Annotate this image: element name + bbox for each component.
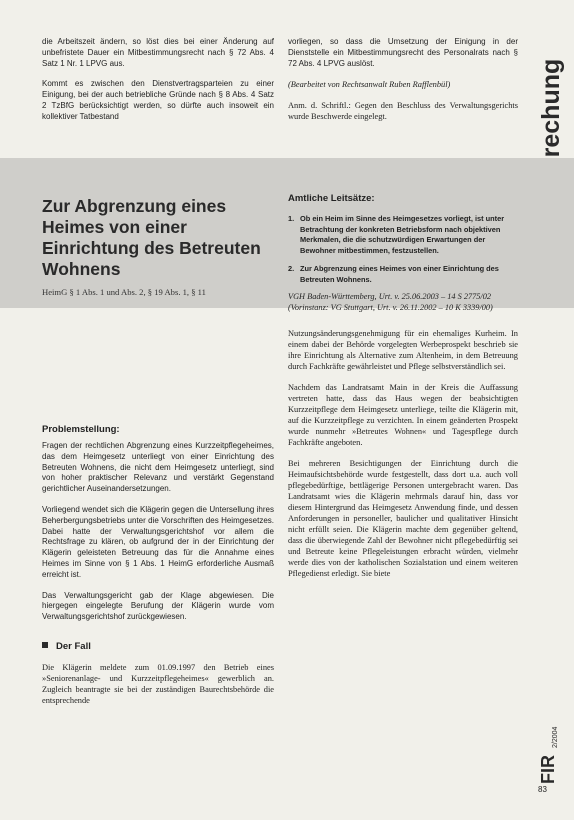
problem-heading: Problemstellung:	[42, 424, 120, 435]
leitsaetze-heading: Amtliche Leitsätze:	[288, 193, 375, 204]
court-decision: VGH Baden-Württemberg, Urt. v. 25.06.2003 – 14 S 2775/02 (Vorinstanz: VG Stuttgart, Urt. v. 26.11.2002 – 10 K 3339/00)	[288, 292, 493, 312]
article-title: Zur Abgrenzung eines Heimes von einer Einrichtung des Betreuten Wohnens	[42, 196, 261, 279]
fall-paragraph: Die Klägerin meldete zum 01.09.1997 den Betrieb eines »Seniorenanlage- und Kurzzeitpflegeheimes« gewerblich an. Zugleich beantragte sie bei der zuständigen Baurechtsbehörde die entsprechende	[42, 662, 274, 705]
top-left-paragraph: die Arbeitszeit ändern, so löst dies bei einer Änderung auf unbefristete Dauer ein Mitbestimmungsrecht nach § 72 Abs. 4 Satz 1 Nr. 1 LPVG aus.	[42, 37, 274, 68]
body-paragraph: Nachdem das Landratsamt Main in der Kreis die Auffassung vertreten hatte, dass das Haus wegen der beabsichtigten Kurzzeitpflege dem Heimgesetz unterliege, teilte die Klägerin mit, auf die Kurzzeitpflege zu verzichten. In einem geänderten Prospekt wurde nunmehr »Betreutes Wohnen« und Tagespflege durch Fachkräfte angeboten.	[288, 383, 518, 447]
fall-heading	[42, 641, 274, 652]
problem-paragraph: Fragen der rechtlichen Abgrenzung eines Kurzzeitpflegeheimes, das dem Heimgesetz unterliegt von einer Einrichtung des Betreuten Wohnens, die nicht dem Heimgesetz unterliegt, sind von hoher praktischer Relevanz und verstärkt Gegenstand gerichtlicher Auseinandersetzungen.	[42, 441, 274, 494]
problem-paragraph: Das Verwaltungsgericht gab der Klage abgewiesen. Die hiergegen eingelegte Berufung der Klägerin wurde vom Verwaltungsgerichtshof zurückgewiesen.	[42, 590, 274, 622]
journal-issue: 2/2004	[552, 726, 559, 748]
left-body-column	[42, 424, 274, 706]
top-left-column	[42, 37, 274, 123]
leitsatz-item	[288, 264, 518, 285]
journal-logo-text: FIR	[538, 755, 558, 784]
statute-reference: HeimG § 1 Abs. 1 und Abs. 2, § 19 Abs. 1, § 11	[42, 287, 206, 297]
fall-heading-text: Der Fall	[56, 640, 91, 652]
right-body-column	[288, 328, 518, 579]
problem-paragraph: Vorliegend wendet sich die Klägerin gegen die Untersellung ihres Beherbergungsbetriebs unter die Vorschriften des Heimgesetzes. Dabei hatte der Verwaltungsgerichtshof vor allem die Rechtsfrage zu klären, ob aufgrund der in der Einrichtung der Klägerin geleisteten Betreuung das für die Annahme eines Heimes im Sinne von § 1 Abs. 1 HeimG erforderliche Ausmaß erreicht ist.	[42, 504, 274, 579]
top-right-column	[288, 37, 518, 122]
body-paragraph: Bei mehreren Besichtigungen der Einrichtung durch die Heimaufsichtsbehörde wurde festgestellt, dass dort u.a. auch voll pflegebedürftige, bettlägerige Personen untergebracht waren. Das Landratsamt wies die Klägerin mehrmals darauf hin, dass vor diesem Hintergrund das Heimgesetz Anwendung finde, und dessen Anforderungen in personeller, baulicher und qualitativer Hinsicht nicht erfüllt seien. Die Klägerin machte dem gegenüber geltend, dass die überwiegende Zahl der Bewohner nicht pflegebedürftig sei und Betreute keine Pflegeleistungen erbracht würden, vielmehr werde dies von der katholischen Sozialstation und einem weiteren Pflegedienst erledigt. Sie biete	[288, 459, 518, 578]
leitsatz-number: 1.	[288, 214, 295, 223]
leitsatz-item	[288, 214, 518, 256]
editor-note: (Bearbeitet von Rechtsanwalt Ruben Rafflenbül)	[288, 80, 451, 90]
page-number: 83	[538, 785, 547, 794]
author-note: Anm. d. Schriftl.: Gegen den Beschluss des Verwaltungsgerichts wurde Beschwerde eingelegt.	[288, 101, 518, 122]
leitsaetze-list	[288, 214, 518, 294]
body-paragraph: Nutzungsänderungsgenehmigung für ein ehemaliges Kurheim. In einem dabei der Behörde vorgelegten Werbeprospekt beschrieb sie ihre Einrichtung als Alternative zum Altenheim, in dem Betreuung durch Fachkräfte gewährleistet und Pflege selbstverständlich sei.	[288, 329, 518, 371]
square-bullet-icon	[42, 642, 48, 648]
journal-logo	[532, 708, 562, 788]
top-right-paragraph: vorliegen, so dass die Umsetzung der Einigung in der Dienststelle ein Mitbestimmungsrecht des Personalrats nach § 72 Abs. 4 LPVG auslöst.	[288, 37, 518, 68]
top-left-paragraph: Kommt es zwischen den Dienstvertragsparteien zu einer Einigung, bei der auch betriebliche Gründe nach § 8 Abs. 4 Satz 2 TzBfG berücksichtigt werden, so dürfte auch insoweit ein kollektiver Tatbestand	[42, 79, 274, 121]
leitsatz-text: Ob ein Heim im Sinne des Heimgesetzes vorliegt, ist unter Betrachtung der konkreten Betriebsform nach objektiven Merkmalen, die die schutzwürdigen Erwartungen der Bewohner mitbestimmen, festzustellen.	[300, 214, 505, 255]
leitsatz-number: 2.	[288, 264, 295, 274]
leitsatz-text: Zur Abgrenzung eines Heimes von einer Einrichtung des Betreuten Wohnens.	[300, 264, 499, 284]
